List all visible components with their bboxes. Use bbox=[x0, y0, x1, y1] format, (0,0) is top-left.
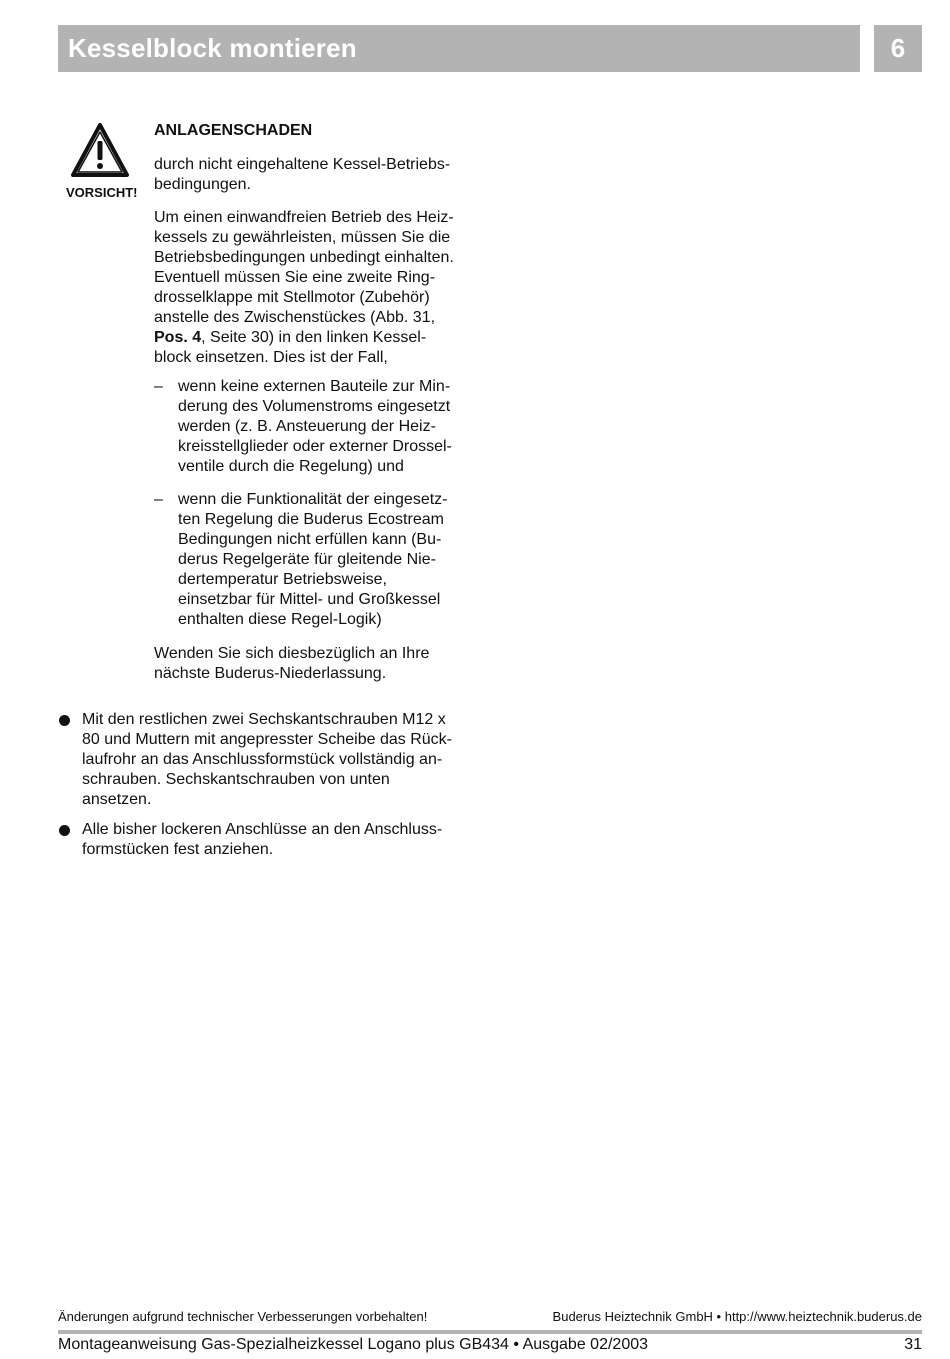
bullet-icon bbox=[59, 715, 70, 726]
text-line: Eventuell müssen Sie eine zweite Ring- bbox=[154, 269, 436, 286]
text-line: 80 und Muttern mit angepresster Scheibe das Rück- bbox=[82, 731, 452, 748]
warning-label: VORSICHT! bbox=[66, 185, 138, 200]
header-bar bbox=[58, 25, 860, 72]
step-item bbox=[58, 820, 478, 860]
list-item bbox=[154, 490, 474, 630]
list-item bbox=[154, 377, 474, 477]
footer-company: Buderus Heiztechnik GmbH • http://www.heiztechnik.buderus.de bbox=[552, 1309, 922, 1324]
text-line: schrauben. Sechskantschrauben von unten bbox=[82, 771, 390, 788]
text-line: werden (z. B. Ansteuerung der Heiz- bbox=[178, 418, 436, 435]
page-title: Kesselblock montieren bbox=[68, 33, 357, 63]
step-list bbox=[58, 710, 478, 870]
text-line: nächste Buderus-Niederlassung. bbox=[154, 665, 387, 682]
dash-marker: – bbox=[154, 378, 163, 395]
footer-disclaimer: Änderungen aufgrund technischer Verbesserungen vorbehalten! bbox=[58, 1309, 428, 1324]
text-line: dertemperatur Betriebsweise, bbox=[178, 571, 387, 588]
text-line: wenn die Funktionalität der eingesetz- bbox=[178, 491, 448, 508]
chapter-number: 6 bbox=[890, 33, 906, 63]
text-line: anstelle des Zwischenstückes (Abb. 31, bbox=[154, 309, 436, 326]
warning-cause bbox=[154, 155, 474, 195]
footer-divider bbox=[58, 1330, 922, 1334]
text-line: wenn keine externen Bauteile zur Min- bbox=[178, 378, 451, 395]
text-line bbox=[154, 328, 474, 348]
text-line: Wenden Sie sich diesbezüglich an Ihre bbox=[154, 645, 430, 662]
position-reference: Pos. 4 bbox=[154, 329, 202, 346]
text-line: kreisstellglieder oder externer Drossel- bbox=[178, 438, 452, 455]
text-line: einsetzbar für Mittel- und Großkessel bbox=[178, 591, 441, 608]
text-line: Alle bisher lockeren Anschlüsse an den Anschluss- bbox=[82, 821, 443, 838]
warning-triangle-icon bbox=[70, 122, 130, 178]
text-line: enthalten diese Regel-Logik) bbox=[178, 611, 382, 628]
text-line: Betriebsbedingungen unbedingt einhalten. bbox=[154, 249, 454, 266]
warning-body bbox=[154, 208, 474, 368]
warning-title: ANLAGENSCHADEN bbox=[154, 122, 313, 139]
text-line: derung des Volumenstroms eingesetzt bbox=[178, 398, 451, 415]
text-line: durch nicht eingehaltene Kessel-Betriebs- bbox=[154, 156, 451, 173]
chapter-badge bbox=[874, 25, 922, 72]
condition-list bbox=[154, 377, 474, 643]
footer-document-title: Montageanweisung Gas-Spezialheizkessel Logano plus GB434 • Ausgabe 02/2003 bbox=[58, 1336, 649, 1353]
dash-marker: – bbox=[154, 491, 163, 508]
step-item bbox=[58, 710, 478, 810]
text-line: formstücken fest anziehen. bbox=[82, 841, 274, 858]
text-line: Um einen einwandfreien Betrieb des Heiz- bbox=[154, 209, 454, 226]
text-line: bedingungen. bbox=[154, 176, 251, 193]
page-number: 31 bbox=[904, 1336, 922, 1353]
text-line: ventile durch die Regelung) und bbox=[178, 458, 404, 475]
text-line: block einsetzen. Dies ist der Fall, bbox=[154, 349, 388, 366]
warning-closing bbox=[154, 644, 474, 684]
text-line: ten Regelung die Buderus Ecostream bbox=[178, 511, 444, 528]
text-line: ansetzen. bbox=[82, 791, 152, 808]
text-line: drosselklappe mit Stellmotor (Zubehör) bbox=[154, 289, 430, 306]
text-line: Mit den restlichen zwei Sechskantschrauben M12 x bbox=[82, 711, 446, 728]
text-line: laufrohr an das Anschlussformstück vollständig an- bbox=[82, 751, 443, 768]
reference-text: , Seite 30) in den linken Kessel- bbox=[201, 329, 427, 346]
text-line: derus Regelgeräte für gleitende Nie- bbox=[178, 551, 436, 568]
bullet-icon bbox=[59, 825, 70, 836]
text-line: kessels zu gewährleisten, müssen Sie die bbox=[154, 229, 451, 246]
text-line: Bedingungen nicht erfüllen kann (Bu- bbox=[178, 531, 442, 548]
